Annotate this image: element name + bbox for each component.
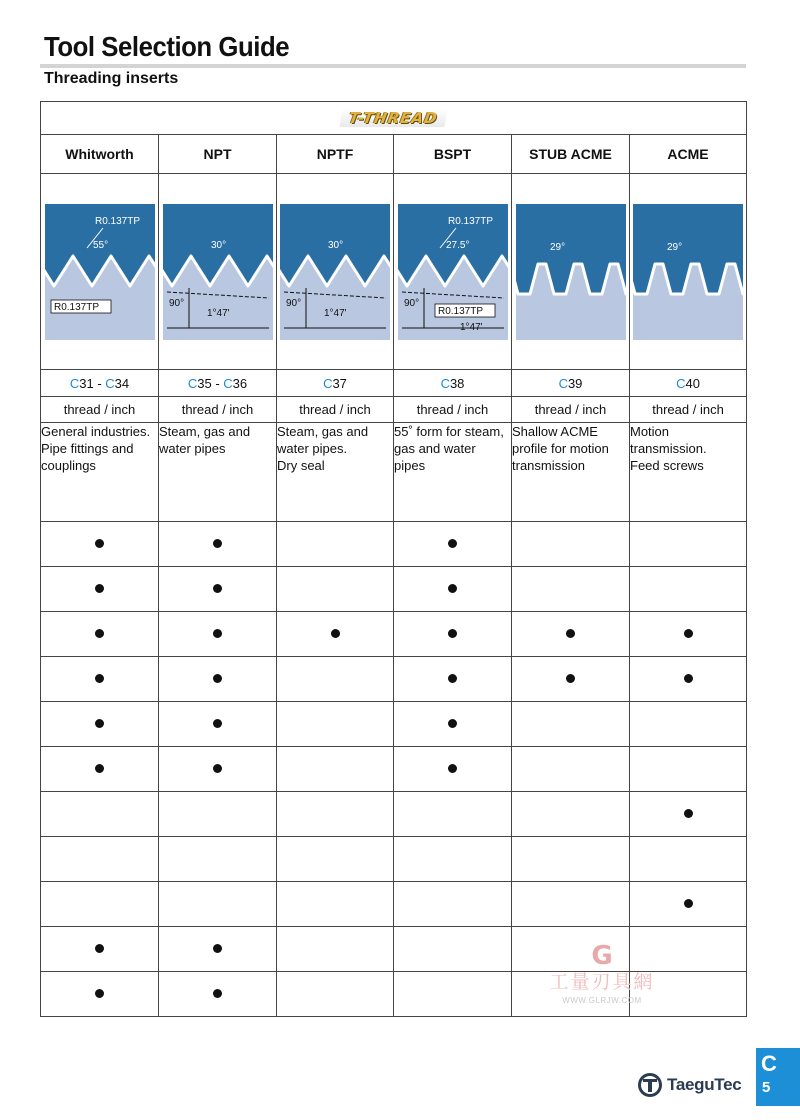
watermark-url: WWW.GLRJW.COM <box>562 996 642 1005</box>
filled-circle-dot <box>213 629 222 638</box>
taegutec-logo-icon <box>637 1072 663 1098</box>
filled-circle-dot <box>448 629 457 638</box>
table-row <box>41 657 747 702</box>
table-cell <box>512 882 630 927</box>
table-cell <box>394 882 512 927</box>
diagram-label: 90° <box>286 297 302 309</box>
filled-circle-dot <box>95 629 104 638</box>
table-cell <box>394 612 512 657</box>
filled-circle-dot <box>213 584 222 593</box>
column-header: Whitworth <box>41 135 159 174</box>
filled-circle-dot <box>448 719 457 728</box>
code-prefix: C <box>69 375 80 391</box>
table-cell <box>630 927 747 972</box>
filled-circle-dot <box>566 674 575 683</box>
thread-profile-diagram <box>398 204 508 340</box>
table-cell <box>41 522 159 567</box>
application-line: transmission. <box>630 441 707 456</box>
table-cell <box>41 882 159 927</box>
selection-table <box>40 101 747 1017</box>
table-cell <box>512 522 630 567</box>
table-cell <box>41 657 159 702</box>
table-cell <box>159 657 277 702</box>
table-cell <box>159 792 277 837</box>
code-prefix: C <box>558 375 568 391</box>
table-cell <box>394 522 512 567</box>
application-line: Feed screws <box>630 458 704 473</box>
diagram-cell <box>41 174 159 370</box>
diagram-label: 27.5° <box>445 239 469 251</box>
application-line: couplings <box>41 458 96 473</box>
brand <box>637 1068 741 1102</box>
unit-cell: thread / inch <box>394 397 512 423</box>
table-cell <box>41 567 159 612</box>
diagram-label: 30° <box>328 239 344 251</box>
table-cell <box>630 567 747 612</box>
diagram-cell <box>159 174 277 370</box>
filled-circle-dot <box>95 764 104 773</box>
column-header: STUB ACME <box>512 135 630 174</box>
application-line: Steam, gas and <box>277 424 369 439</box>
application-line: Dry seal <box>277 458 325 473</box>
table-cell <box>394 972 512 1017</box>
table-cell <box>159 522 277 567</box>
title-divider <box>40 64 746 68</box>
table-cell <box>512 702 630 747</box>
table-cell <box>630 747 747 792</box>
filled-circle-dot <box>95 989 104 998</box>
table-cell <box>512 612 630 657</box>
table-cell <box>277 927 394 972</box>
table-cell <box>630 702 747 747</box>
column-header: ACME <box>630 135 747 174</box>
table-row <box>41 567 747 612</box>
application-line: water pipes <box>159 441 226 456</box>
table-row <box>41 972 747 1017</box>
table-row <box>41 837 747 882</box>
diagram-label: 29° <box>667 241 683 253</box>
table-cell <box>512 927 630 972</box>
application-line: Shallow ACME <box>512 424 598 439</box>
table-cell <box>159 927 277 972</box>
application-cell <box>277 423 394 522</box>
table-cell <box>277 522 394 567</box>
table-cell <box>630 612 747 657</box>
unit-cell: thread / inch <box>41 397 159 423</box>
filled-circle-dot <box>213 944 222 953</box>
thread-profile-diagram <box>280 204 390 340</box>
thread-profile-diagram <box>163 204 273 340</box>
insert-code-cell <box>159 370 277 397</box>
table-cell <box>159 612 277 657</box>
table-cell <box>277 792 394 837</box>
application-line: water pipes. <box>277 441 348 456</box>
table-cell <box>159 837 277 882</box>
table-cell <box>630 837 747 882</box>
table-cell <box>277 882 394 927</box>
application-line: gas and water <box>394 441 476 456</box>
filled-circle-dot <box>213 719 222 728</box>
table-cell <box>277 972 394 1017</box>
column-header: NPTF <box>277 135 394 174</box>
code-number: 34 <box>114 375 130 391</box>
table-row <box>41 792 747 837</box>
application-line: General industries. <box>41 424 151 439</box>
filled-circle-dot <box>448 584 457 593</box>
logo-cell <box>41 102 747 135</box>
table-cell <box>41 747 159 792</box>
page-title: Tool Selection Guide <box>44 31 290 62</box>
filled-circle-dot <box>566 629 575 638</box>
diagram-label: 90° <box>168 297 184 309</box>
filled-circle-dot <box>95 584 104 593</box>
application-cell <box>41 423 159 522</box>
table-cell <box>630 792 747 837</box>
table-cell <box>41 702 159 747</box>
diagram-label: 1°47' <box>459 321 483 333</box>
table-cell <box>159 567 277 612</box>
code-number: 37 <box>332 375 347 391</box>
filled-circle-dot <box>448 674 457 683</box>
diagram-label: 30° <box>210 239 226 251</box>
application-line: pipes <box>394 458 426 473</box>
diagram-label: R0.137TP <box>53 301 99 313</box>
table-cell <box>277 702 394 747</box>
code-prefix: C <box>105 375 115 391</box>
watermark-mark: G <box>591 941 613 971</box>
table-cell <box>512 657 630 702</box>
code-number: 39 <box>567 375 583 391</box>
table-cell <box>159 702 277 747</box>
code-number: 38 <box>449 375 465 391</box>
diagram-cell <box>394 174 512 370</box>
diagram-label: R0.137TP <box>447 215 493 227</box>
table-cell <box>394 702 512 747</box>
diagram-label: R0.137TP <box>94 215 140 227</box>
thread-profile-diagram <box>516 204 626 340</box>
section-letter: C <box>761 1051 777 1076</box>
diagram-label: R0.137TP <box>437 305 483 317</box>
application-cell <box>512 423 630 522</box>
filled-circle-dot <box>448 539 457 548</box>
table-cell <box>630 972 747 1017</box>
filled-circle-dot <box>448 764 457 773</box>
table-cell <box>394 567 512 612</box>
code-separator: - <box>93 375 106 391</box>
application-cell <box>394 423 512 522</box>
code-prefix: C <box>187 375 198 391</box>
section-tab <box>756 1048 800 1106</box>
insert-code-cell <box>394 370 512 397</box>
insert-code-cell <box>41 370 159 397</box>
code-number: 31 <box>79 375 94 391</box>
unit-cell: thread / inch <box>630 397 747 423</box>
filled-circle-dot <box>213 989 222 998</box>
page-number: 5 <box>762 1079 771 1096</box>
application-line: 55˚ form for steam, <box>394 424 504 439</box>
table-row <box>41 522 747 567</box>
code-prefix: C <box>223 375 233 391</box>
diagram-label: 1°47' <box>324 307 347 319</box>
table-cell <box>41 837 159 882</box>
table-cell <box>159 747 277 792</box>
brand-name: TaeguTec <box>667 1075 742 1094</box>
table-cell <box>277 567 394 612</box>
code-number: 35 <box>197 375 212 391</box>
code-prefix: C <box>440 375 450 391</box>
unit-cell: thread / inch <box>159 397 277 423</box>
table-cell <box>630 882 747 927</box>
table-cell <box>159 972 277 1017</box>
application-line: transmission <box>512 458 585 473</box>
table-cell <box>159 882 277 927</box>
filled-circle-dot <box>213 539 222 548</box>
code-prefix: C <box>676 375 686 391</box>
table-cell <box>394 747 512 792</box>
table-cell <box>630 522 747 567</box>
application-line: profile for motion <box>512 441 609 456</box>
table-cell <box>41 927 159 972</box>
table-cell <box>41 612 159 657</box>
filled-circle-dot <box>213 674 222 683</box>
watermark-chinese-text: 工量刃具網 <box>549 972 655 993</box>
filled-circle-dot <box>213 764 222 773</box>
table-cell <box>277 747 394 792</box>
table-row <box>41 612 747 657</box>
table-row <box>41 882 747 927</box>
application-cell <box>159 423 277 522</box>
filled-circle-dot <box>684 674 693 683</box>
table-cell <box>41 972 159 1017</box>
table-cell <box>277 837 394 882</box>
diagram-label: 90° <box>403 297 419 309</box>
table-cell <box>394 792 512 837</box>
table-row <box>41 927 747 972</box>
table-cell <box>277 657 394 702</box>
diagram-label: 1°47' <box>206 307 230 319</box>
application-line: Steam, gas and <box>159 424 251 439</box>
column-header: BSPT <box>394 135 512 174</box>
column-header: NPT <box>159 135 277 174</box>
filled-circle-dot <box>95 944 104 953</box>
thread-profile-diagram <box>633 204 743 340</box>
filled-circle-dot <box>95 539 104 548</box>
filled-circle-dot <box>95 719 104 728</box>
code-separator: - <box>211 375 224 391</box>
filled-circle-dot <box>331 629 340 638</box>
table-cell <box>394 927 512 972</box>
table-cell <box>512 972 630 1017</box>
filled-circle-dot <box>684 899 693 908</box>
diagram-cell <box>630 174 747 370</box>
table-cell <box>512 747 630 792</box>
table-cell <box>394 837 512 882</box>
table-cell <box>630 657 747 702</box>
diagram-cell <box>512 174 630 370</box>
code-number: 40 <box>685 375 700 391</box>
table-cell <box>512 792 630 837</box>
insert-code-cell <box>630 370 747 397</box>
diagram-cell <box>277 174 394 370</box>
page-subtitle: Threading inserts <box>44 70 179 87</box>
table-row <box>41 702 747 747</box>
insert-code-cell <box>512 370 630 397</box>
filled-circle-dot <box>684 629 693 638</box>
code-prefix: C <box>323 375 333 391</box>
table-row <box>41 747 747 792</box>
filled-circle-dot <box>95 674 104 683</box>
unit-cell: thread / inch <box>277 397 394 423</box>
table-cell <box>512 567 630 612</box>
application-cell <box>630 423 747 522</box>
table-cell <box>41 792 159 837</box>
code-number: 36 <box>232 375 248 391</box>
insert-code-cell <box>277 370 394 397</box>
application-line: Pipe fittings and <box>41 441 134 456</box>
table-cell <box>512 837 630 882</box>
diagram-label: 29° <box>549 241 565 253</box>
t-thread-logo: T-THREAD <box>340 109 448 127</box>
table-cell <box>394 657 512 702</box>
filled-circle-dot <box>684 809 693 818</box>
thread-profile-diagram <box>45 204 155 340</box>
diagram-label: 55° <box>92 239 108 251</box>
application-line: Motion <box>630 424 670 439</box>
unit-cell: thread / inch <box>512 397 630 423</box>
table-cell <box>277 612 394 657</box>
